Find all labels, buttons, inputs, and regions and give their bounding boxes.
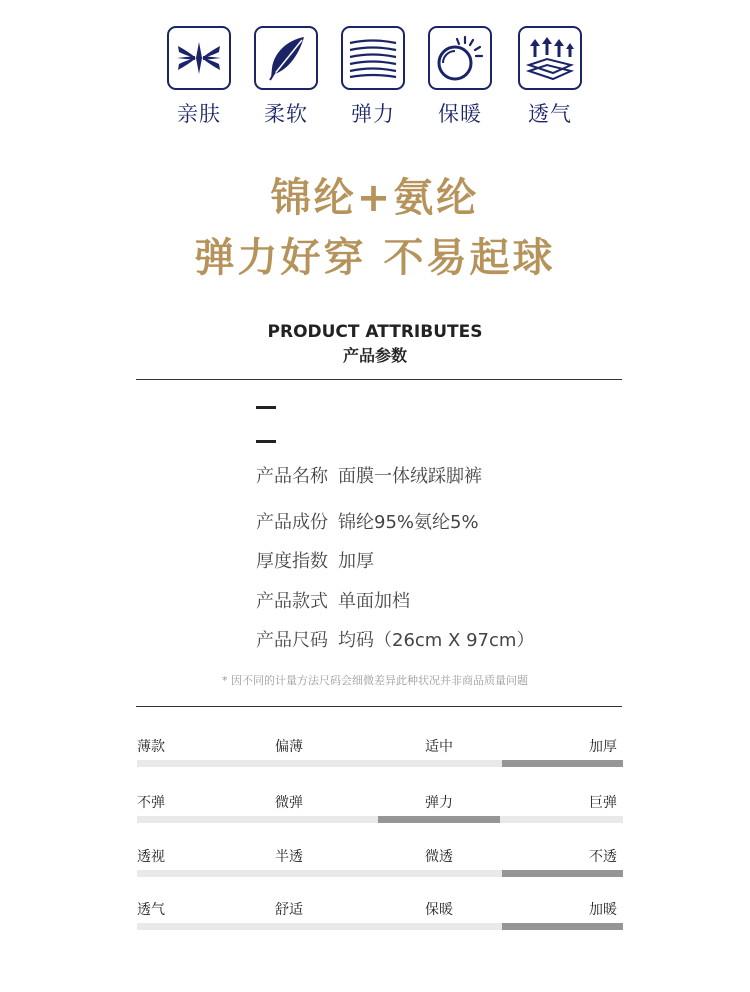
headline-benefit: 弹力好穿 不易起球 xyxy=(194,235,556,281)
feature-warm xyxy=(422,26,498,128)
scale-label: 弹力 xyxy=(425,795,453,811)
attribute-row xyxy=(256,626,534,652)
scale-label: 半透 xyxy=(275,849,303,865)
attribute-value: 锦纶95%氨纶5% xyxy=(338,512,479,533)
feature-label: 柔软 xyxy=(264,102,308,126)
divider-top xyxy=(136,379,622,380)
rating-scale xyxy=(137,846,623,906)
scale-label: 不弹 xyxy=(137,795,165,811)
scale-label: 适中 xyxy=(425,739,453,755)
attribute-key: 产品名称 xyxy=(256,466,328,487)
feature-label: 弹力 xyxy=(351,102,395,126)
scale-label: 透气 xyxy=(137,902,165,918)
attribute-row xyxy=(256,547,374,573)
scale-label: 偏薄 xyxy=(275,739,303,755)
scale-label: 加厚 xyxy=(589,739,617,755)
scale-label: 薄款 xyxy=(137,739,165,755)
feature-label: 透气 xyxy=(528,102,572,126)
feather-icon xyxy=(254,26,318,90)
feature-icons-row xyxy=(0,26,750,136)
attribute-row xyxy=(256,587,410,613)
rating-scale xyxy=(137,736,623,796)
feature-label: 亲肤 xyxy=(177,102,221,126)
scale-label: 透视 xyxy=(137,849,165,865)
scale-label: 不透 xyxy=(589,849,617,865)
dash-mark xyxy=(256,440,276,443)
scale-label: 微透 xyxy=(425,849,453,865)
size-disclaimer: * 因不同的计量方法尺码会细微差异此种状况并非商品质量问题 xyxy=(222,674,528,687)
attribute-value: 单面加档 xyxy=(338,591,410,612)
section-title-cn: 产品参数 xyxy=(342,346,407,365)
feature-skin-friendly xyxy=(161,26,237,128)
rating-scale xyxy=(137,899,623,959)
scale-label: 保暖 xyxy=(425,902,453,918)
attribute-key: 产品尺码 xyxy=(256,630,328,651)
attribute-value: 加厚 xyxy=(338,551,374,572)
feature-soft xyxy=(248,26,324,128)
scale-label: 舒适 xyxy=(275,902,303,918)
attribute-key: 产品款式 xyxy=(256,591,328,612)
attribute-row xyxy=(256,462,482,488)
attribute-key: 厚度指数 xyxy=(256,551,328,572)
headline-material: 锦纶+氨纶 xyxy=(270,175,480,221)
attribute-value: 均码（26cm X 97cm） xyxy=(338,630,535,651)
skin-friendly-icon xyxy=(167,26,231,90)
scale-label: 巨弹 xyxy=(589,795,617,811)
attribute-key: 产品成份 xyxy=(256,512,328,533)
attribute-value: 面膜一体绒踩脚裤 xyxy=(338,466,482,487)
wave-lines-icon xyxy=(341,26,405,90)
scale-selected-fill xyxy=(502,760,624,767)
scale-selected-fill xyxy=(378,816,500,823)
feature-elastic xyxy=(335,26,411,128)
sun-circle-icon xyxy=(428,26,492,90)
breathable-arrows-icon xyxy=(518,26,582,90)
section-title-en: PRODUCT ATTRIBUTES xyxy=(267,322,483,342)
feature-breathable xyxy=(512,26,588,128)
scale-label: 微弹 xyxy=(275,795,303,811)
scale-label: 加暖 xyxy=(589,902,617,918)
divider-bottom xyxy=(136,706,622,707)
scale-selected-fill xyxy=(502,870,624,877)
attribute-row xyxy=(256,508,479,534)
rating-scale xyxy=(137,792,623,852)
feature-label: 保暖 xyxy=(438,102,482,126)
scale-selected-fill xyxy=(502,923,624,930)
dash-mark xyxy=(256,406,276,409)
